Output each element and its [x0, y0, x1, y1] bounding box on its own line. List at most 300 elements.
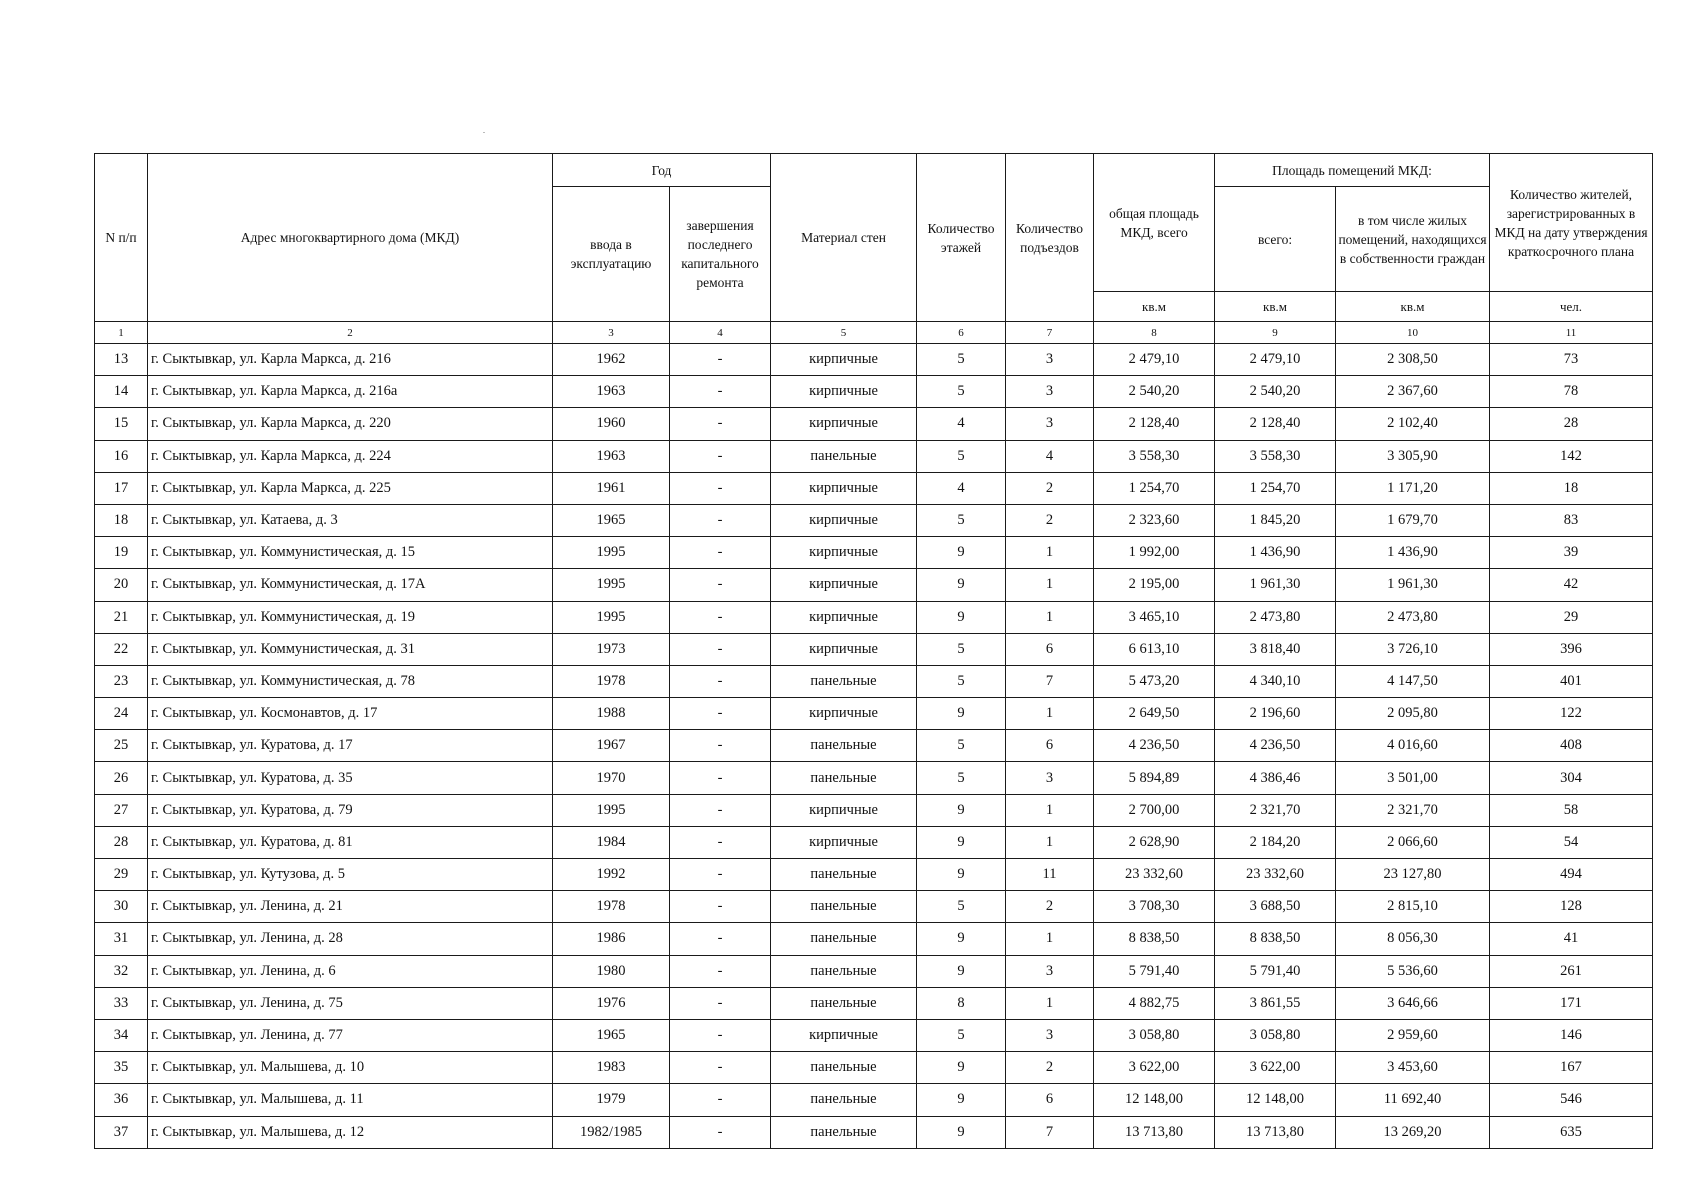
row-number: 29 — [95, 859, 148, 891]
wall-material-cell: панельные — [771, 987, 917, 1019]
total-area-cell: 2 128,40 — [1094, 408, 1215, 440]
wall-material-cell: панельные — [771, 730, 917, 762]
wall-material-cell: панельные — [771, 665, 917, 697]
premises-area-cell: 1 254,70 — [1215, 472, 1336, 504]
header-premises-private: в том числе жилых помещений, находящихся в собственности граждан — [1336, 187, 1490, 292]
floors-cell: 9 — [917, 794, 1006, 826]
premises-area-cell: 1 436,90 — [1215, 537, 1336, 569]
total-area-cell: 5 791,40 — [1094, 955, 1215, 987]
private-area-cell: 13 269,20 — [1336, 1116, 1490, 1148]
table-row — [95, 344, 1653, 376]
commission-year-cell: 1980 — [553, 955, 670, 987]
premises-area-cell: 4 386,46 — [1215, 762, 1336, 794]
repair-year-cell: - — [670, 891, 771, 923]
total-area-cell: 2 323,60 — [1094, 504, 1215, 536]
premises-area-cell: 23 332,60 — [1215, 859, 1336, 891]
floors-cell: 4 — [917, 472, 1006, 504]
private-area-cell: 23 127,80 — [1336, 859, 1490, 891]
floors-cell: 9 — [917, 923, 1006, 955]
wall-material-cell: панельные — [771, 923, 917, 955]
private-area-cell: 3 726,10 — [1336, 633, 1490, 665]
total-area-cell: 2 540,20 — [1094, 376, 1215, 408]
table-row — [95, 955, 1653, 987]
residents-cell: 167 — [1490, 1052, 1653, 1084]
wall-material-cell: кирпичные — [771, 504, 917, 536]
commission-year-cell: 1965 — [553, 504, 670, 536]
repair-year-cell: - — [670, 665, 771, 697]
premises-area-cell: 2 321,70 — [1215, 794, 1336, 826]
repair-year-cell: - — [670, 376, 771, 408]
wall-material-cell: кирпичные — [771, 601, 917, 633]
residents-cell: 28 — [1490, 408, 1653, 440]
residents-cell: 29 — [1490, 601, 1653, 633]
repair-year-cell: - — [670, 987, 771, 1019]
premises-area-cell: 3 861,55 — [1215, 987, 1336, 1019]
row-number: 30 — [95, 891, 148, 923]
entrances-cell: 1 — [1006, 923, 1094, 955]
entrances-cell: 1 — [1006, 794, 1094, 826]
address-cell: г. Сыктывкар, ул. Карла Маркса, д. 225 — [148, 472, 553, 504]
total-area-cell: 3 622,00 — [1094, 1052, 1215, 1084]
address-cell: г. Сыктывкар, ул. Куратова, д. 17 — [148, 730, 553, 762]
wall-material-cell: панельные — [771, 859, 917, 891]
table-header — [95, 154, 1653, 344]
row-number: 13 — [95, 344, 148, 376]
premises-area-cell: 4 236,50 — [1215, 730, 1336, 762]
entrances-cell: 2 — [1006, 1052, 1094, 1084]
column-number: 8 — [1094, 322, 1215, 344]
private-area-cell: 1 961,30 — [1336, 569, 1490, 601]
premises-area-cell: 3 558,30 — [1215, 440, 1336, 472]
row-number: 28 — [95, 826, 148, 858]
premises-area-cell: 13 713,80 — [1215, 1116, 1336, 1148]
address-cell: г. Сыктывкар, ул. Коммунистическая, д. 17А — [148, 569, 553, 601]
floors-cell: 4 — [917, 408, 1006, 440]
commission-year-cell: 1995 — [553, 537, 670, 569]
floors-cell: 9 — [917, 537, 1006, 569]
column-number: 5 — [771, 322, 917, 344]
table-row — [95, 859, 1653, 891]
table-row — [95, 987, 1653, 1019]
address-cell: г. Сыктывкар, ул. Ленина, д. 28 — [148, 923, 553, 955]
residents-cell: 146 — [1490, 1019, 1653, 1051]
unit-label: чел. — [1490, 292, 1653, 322]
commission-year-cell: 1992 — [553, 859, 670, 891]
repair-year-cell: - — [670, 633, 771, 665]
commission-year-cell: 1982/1985 — [553, 1116, 670, 1148]
premises-area-cell: 1 845,20 — [1215, 504, 1336, 536]
repair-year-cell: - — [670, 601, 771, 633]
private-area-cell: 2 321,70 — [1336, 794, 1490, 826]
table-row — [95, 504, 1653, 536]
floors-cell: 9 — [917, 955, 1006, 987]
premises-area-cell: 5 791,40 — [1215, 955, 1336, 987]
private-area-cell: 2 102,40 — [1336, 408, 1490, 440]
premises-area-cell: 2 184,20 — [1215, 826, 1336, 858]
address-cell: г. Сыктывкар, ул. Карла Маркса, д. 224 — [148, 440, 553, 472]
address-cell: г. Сыктывкар, ул. Карла Маркса, д. 216 — [148, 344, 553, 376]
repair-year-cell: - — [670, 955, 771, 987]
total-area-cell: 1 992,00 — [1094, 537, 1215, 569]
table-row — [95, 730, 1653, 762]
commission-year-cell: 1960 — [553, 408, 670, 440]
premises-area-cell: 2 479,10 — [1215, 344, 1336, 376]
entrances-cell: 1 — [1006, 698, 1094, 730]
commission-year-cell: 1983 — [553, 1052, 670, 1084]
table-row — [95, 698, 1653, 730]
row-number: 27 — [95, 794, 148, 826]
residents-cell: 408 — [1490, 730, 1653, 762]
table-row — [95, 1019, 1653, 1051]
entrances-cell: 2 — [1006, 504, 1094, 536]
repair-year-cell: - — [670, 923, 771, 955]
unit-label: кв.м — [1336, 292, 1490, 322]
wall-material-cell: панельные — [771, 1116, 917, 1148]
commission-year-cell: 1978 — [553, 891, 670, 923]
address-cell: г. Сыктывкар, ул. Малышева, д. 11 — [148, 1084, 553, 1116]
header-material: Материал стен — [771, 154, 917, 322]
wall-material-cell: кирпичные — [771, 826, 917, 858]
header-premises-area: Площадь помещений МКД: — [1215, 154, 1490, 187]
total-area-cell: 13 713,80 — [1094, 1116, 1215, 1148]
entrances-cell: 6 — [1006, 730, 1094, 762]
header-entrances: Количество подъездов — [1006, 154, 1094, 322]
commission-year-cell: 1995 — [553, 794, 670, 826]
private-area-cell: 2 473,80 — [1336, 601, 1490, 633]
wall-material-cell: кирпичные — [771, 537, 917, 569]
repair-year-cell: - — [670, 440, 771, 472]
repair-year-cell: - — [670, 1019, 771, 1051]
floors-cell: 8 — [917, 987, 1006, 1019]
private-area-cell: 1 171,20 — [1336, 472, 1490, 504]
table-row — [95, 826, 1653, 858]
floors-cell: 9 — [917, 1084, 1006, 1116]
premises-area-cell: 12 148,00 — [1215, 1084, 1336, 1116]
floors-cell: 5 — [917, 891, 1006, 923]
column-number: 7 — [1006, 322, 1094, 344]
row-number: 31 — [95, 923, 148, 955]
address-cell: г. Сыктывкар, ул. Куратова, д. 35 — [148, 762, 553, 794]
entrances-cell: 3 — [1006, 376, 1094, 408]
residents-cell: 261 — [1490, 955, 1653, 987]
header-floors: Количество этажей — [917, 154, 1006, 322]
entrances-cell: 1 — [1006, 601, 1094, 633]
residents-cell: 128 — [1490, 891, 1653, 923]
unit-label: кв.м — [1094, 292, 1215, 322]
row-number: 34 — [95, 1019, 148, 1051]
repair-year-cell: - — [670, 762, 771, 794]
row-number: 33 — [95, 987, 148, 1019]
private-area-cell: 3 646,66 — [1336, 987, 1490, 1019]
header-residents: Количество жителей, зарегистрированных в МКД на дату утверждения краткосрочного плана — [1490, 154, 1653, 292]
total-area-cell: 12 148,00 — [1094, 1084, 1215, 1116]
floors-cell: 5 — [917, 762, 1006, 794]
header-address: Адрес многоквартирного дома (МКД) — [148, 154, 553, 322]
repair-year-cell: - — [670, 504, 771, 536]
residents-cell: 122 — [1490, 698, 1653, 730]
row-number: 24 — [95, 698, 148, 730]
entrances-cell: 1 — [1006, 569, 1094, 601]
residents-cell: 142 — [1490, 440, 1653, 472]
column-number: 6 — [917, 322, 1006, 344]
total-area-cell: 4 236,50 — [1094, 730, 1215, 762]
premises-area-cell: 3 058,80 — [1215, 1019, 1336, 1051]
premises-area-cell: 2 473,80 — [1215, 601, 1336, 633]
total-area-cell: 2 649,50 — [1094, 698, 1215, 730]
address-cell: г. Сыктывкар, ул. Карла Маркса, д. 216а — [148, 376, 553, 408]
address-cell: г. Сыктывкар, ул. Ленина, д. 75 — [148, 987, 553, 1019]
row-number: 22 — [95, 633, 148, 665]
floors-cell: 9 — [917, 698, 1006, 730]
wall-material-cell: панельные — [771, 762, 917, 794]
commission-year-cell: 1976 — [553, 987, 670, 1019]
entrances-cell: 3 — [1006, 344, 1094, 376]
entrances-cell: 3 — [1006, 955, 1094, 987]
table-row — [95, 601, 1653, 633]
header-num: N п/п — [95, 154, 148, 322]
private-area-cell: 2 367,60 — [1336, 376, 1490, 408]
row-number: 17 — [95, 472, 148, 504]
residents-cell: 83 — [1490, 504, 1653, 536]
commission-year-cell: 1979 — [553, 1084, 670, 1116]
total-area-cell: 6 613,10 — [1094, 633, 1215, 665]
total-area-cell: 8 838,50 — [1094, 923, 1215, 955]
wall-material-cell: панельные — [771, 891, 917, 923]
floors-cell: 5 — [917, 633, 1006, 665]
commission-year-cell: 1963 — [553, 440, 670, 472]
column-number: 2 — [148, 322, 553, 344]
premises-area-cell: 2 128,40 — [1215, 408, 1336, 440]
private-area-cell: 2 815,10 — [1336, 891, 1490, 923]
entrances-cell: 3 — [1006, 1019, 1094, 1051]
premises-area-cell: 3 622,00 — [1215, 1052, 1336, 1084]
floors-cell: 5 — [917, 730, 1006, 762]
commission-year-cell: 1995 — [553, 569, 670, 601]
entrances-cell: 1 — [1006, 987, 1094, 1019]
total-area-cell: 5 473,20 — [1094, 665, 1215, 697]
address-cell: г. Сыктывкар, ул. Карла Маркса, д. 220 — [148, 408, 553, 440]
row-number: 19 — [95, 537, 148, 569]
residents-cell: 546 — [1490, 1084, 1653, 1116]
row-number: 18 — [95, 504, 148, 536]
private-area-cell: 2 095,80 — [1336, 698, 1490, 730]
row-number: 21 — [95, 601, 148, 633]
table-row — [95, 891, 1653, 923]
floors-cell: 9 — [917, 569, 1006, 601]
total-area-cell: 3 558,30 — [1094, 440, 1215, 472]
residents-cell: 58 — [1490, 794, 1653, 826]
private-area-cell: 2 308,50 — [1336, 344, 1490, 376]
premises-area-cell: 1 961,30 — [1215, 569, 1336, 601]
wall-material-cell: кирпичные — [771, 569, 917, 601]
private-area-cell: 8 056,30 — [1336, 923, 1490, 955]
entrances-cell: 3 — [1006, 762, 1094, 794]
wall-material-cell: кирпичные — [771, 794, 917, 826]
residents-cell: 171 — [1490, 987, 1653, 1019]
residents-cell: 73 — [1490, 344, 1653, 376]
column-number: 9 — [1215, 322, 1336, 344]
table-row — [95, 1116, 1653, 1148]
column-number: 1 — [95, 322, 148, 344]
commission-year-cell: 1970 — [553, 762, 670, 794]
premises-area-cell: 2 540,20 — [1215, 376, 1336, 408]
total-area-cell: 5 894,89 — [1094, 762, 1215, 794]
entrances-cell: 4 — [1006, 440, 1094, 472]
document-page — [94, 153, 1652, 1149]
commission-year-cell: 1978 — [553, 665, 670, 697]
total-area-cell: 3 058,80 — [1094, 1019, 1215, 1051]
entrances-cell: 2 — [1006, 891, 1094, 923]
repair-year-cell: - — [670, 698, 771, 730]
table-row — [95, 472, 1653, 504]
total-area-cell: 4 882,75 — [1094, 987, 1215, 1019]
entrances-cell: 11 — [1006, 859, 1094, 891]
header-premises-total: всего: — [1215, 187, 1336, 292]
repair-year-cell: - — [670, 344, 771, 376]
floors-cell: 9 — [917, 1116, 1006, 1148]
repair-year-cell: - — [670, 826, 771, 858]
total-area-cell: 2 195,00 — [1094, 569, 1215, 601]
repair-year-cell: - — [670, 1084, 771, 1116]
premises-area-cell: 8 838,50 — [1215, 923, 1336, 955]
entrances-cell: 1 — [1006, 826, 1094, 858]
total-area-cell: 2 700,00 — [1094, 794, 1215, 826]
premises-area-cell: 3 688,50 — [1215, 891, 1336, 923]
address-cell: г. Сыктывкар, ул. Ленина, д. 77 — [148, 1019, 553, 1051]
residents-cell: 39 — [1490, 537, 1653, 569]
address-cell: г. Сыктывкар, ул. Ленина, д. 6 — [148, 955, 553, 987]
address-cell: г. Сыктывкар, ул. Куратова, д. 81 — [148, 826, 553, 858]
commission-year-cell: 1967 — [553, 730, 670, 762]
residents-cell: 494 — [1490, 859, 1653, 891]
wall-material-cell: кирпичные — [771, 1019, 917, 1051]
private-area-cell: 3 501,00 — [1336, 762, 1490, 794]
row-number: 36 — [95, 1084, 148, 1116]
repair-year-cell: - — [670, 472, 771, 504]
table-row — [95, 665, 1653, 697]
residents-cell: 396 — [1490, 633, 1653, 665]
table-row — [95, 376, 1653, 408]
residents-cell: 401 — [1490, 665, 1653, 697]
table-row — [95, 794, 1653, 826]
address-cell: г. Сыктывкар, ул. Кутузова, д. 5 — [148, 859, 553, 891]
residents-cell: 635 — [1490, 1116, 1653, 1148]
address-cell: г. Сыктывкар, ул. Малышева, д. 12 — [148, 1116, 553, 1148]
row-number: 14 — [95, 376, 148, 408]
commission-year-cell: 1984 — [553, 826, 670, 858]
floors-cell: 9 — [917, 859, 1006, 891]
total-area-cell: 23 332,60 — [1094, 859, 1215, 891]
residents-cell: 42 — [1490, 569, 1653, 601]
column-number: 10 — [1336, 322, 1490, 344]
private-area-cell: 2 959,60 — [1336, 1019, 1490, 1051]
wall-material-cell: кирпичные — [771, 408, 917, 440]
table-row — [95, 633, 1653, 665]
commission-year-cell: 1965 — [553, 1019, 670, 1051]
table-row — [95, 923, 1653, 955]
wall-material-cell: панельные — [771, 440, 917, 472]
residents-cell: 41 — [1490, 923, 1653, 955]
repair-year-cell: - — [670, 537, 771, 569]
address-cell: г. Сыктывкар, ул. Космонавтов, д. 17 — [148, 698, 553, 730]
table-row — [95, 762, 1653, 794]
wall-material-cell: кирпичные — [771, 344, 917, 376]
header-year-commission: ввода в эксплуатацию — [553, 187, 670, 322]
floors-cell: 5 — [917, 504, 1006, 536]
residents-cell: 18 — [1490, 472, 1653, 504]
scan-speck — [483, 132, 485, 133]
row-number: 16 — [95, 440, 148, 472]
commission-year-cell: 1961 — [553, 472, 670, 504]
premises-area-cell: 4 340,10 — [1215, 665, 1336, 697]
floors-cell: 5 — [917, 344, 1006, 376]
address-cell: г. Сыктывкар, ул. Коммунистическая, д. 19 — [148, 601, 553, 633]
floors-cell: 5 — [917, 665, 1006, 697]
private-area-cell: 1 679,70 — [1336, 504, 1490, 536]
housing-register-table — [94, 153, 1653, 1149]
repair-year-cell: - — [670, 569, 771, 601]
floors-cell: 5 — [917, 1019, 1006, 1051]
table-row — [95, 440, 1653, 472]
floors-cell: 9 — [917, 1052, 1006, 1084]
table-row — [95, 569, 1653, 601]
row-number: 35 — [95, 1052, 148, 1084]
private-area-cell: 11 692,40 — [1336, 1084, 1490, 1116]
wall-material-cell: панельные — [771, 1052, 917, 1084]
total-area-cell: 2 628,90 — [1094, 826, 1215, 858]
address-cell: г. Сыктывкар, ул. Куратова, д. 79 — [148, 794, 553, 826]
repair-year-cell: - — [670, 408, 771, 440]
private-area-cell: 3 453,60 — [1336, 1052, 1490, 1084]
table-body — [95, 344, 1653, 1149]
entrances-cell: 6 — [1006, 1084, 1094, 1116]
premises-area-cell: 3 818,40 — [1215, 633, 1336, 665]
address-cell: г. Сыктывкар, ул. Коммунистическая, д. 78 — [148, 665, 553, 697]
table-row — [95, 1052, 1653, 1084]
column-number: 3 — [553, 322, 670, 344]
commission-year-cell: 1988 — [553, 698, 670, 730]
private-area-cell: 4 016,60 — [1336, 730, 1490, 762]
entrances-cell: 2 — [1006, 472, 1094, 504]
private-area-cell: 1 436,90 — [1336, 537, 1490, 569]
repair-year-cell: - — [670, 1052, 771, 1084]
header-total-area: общая площадь МКД, всего — [1094, 154, 1215, 292]
header-year: Год — [553, 154, 771, 187]
address-cell: г. Сыктывкар, ул. Малышева, д. 10 — [148, 1052, 553, 1084]
total-area-cell: 3 465,10 — [1094, 601, 1215, 633]
unit-label: кв.м — [1215, 292, 1336, 322]
entrances-cell: 7 — [1006, 665, 1094, 697]
row-number: 32 — [95, 955, 148, 987]
premises-area-cell: 2 196,60 — [1215, 698, 1336, 730]
commission-year-cell: 1986 — [553, 923, 670, 955]
address-cell: г. Сыктывкар, ул. Коммунистическая, д. 31 — [148, 633, 553, 665]
commission-year-cell: 1963 — [553, 376, 670, 408]
commission-year-cell: 1962 — [553, 344, 670, 376]
row-number: 20 — [95, 569, 148, 601]
floors-cell: 5 — [917, 440, 1006, 472]
row-number: 26 — [95, 762, 148, 794]
table-row — [95, 408, 1653, 440]
private-area-cell: 2 066,60 — [1336, 826, 1490, 858]
residents-cell: 54 — [1490, 826, 1653, 858]
floors-cell: 9 — [917, 601, 1006, 633]
repair-year-cell: - — [670, 730, 771, 762]
repair-year-cell: - — [670, 859, 771, 891]
table-row — [95, 1084, 1653, 1116]
repair-year-cell: - — [670, 794, 771, 826]
address-cell: г. Сыктывкар, ул. Коммунистическая, д. 15 — [148, 537, 553, 569]
